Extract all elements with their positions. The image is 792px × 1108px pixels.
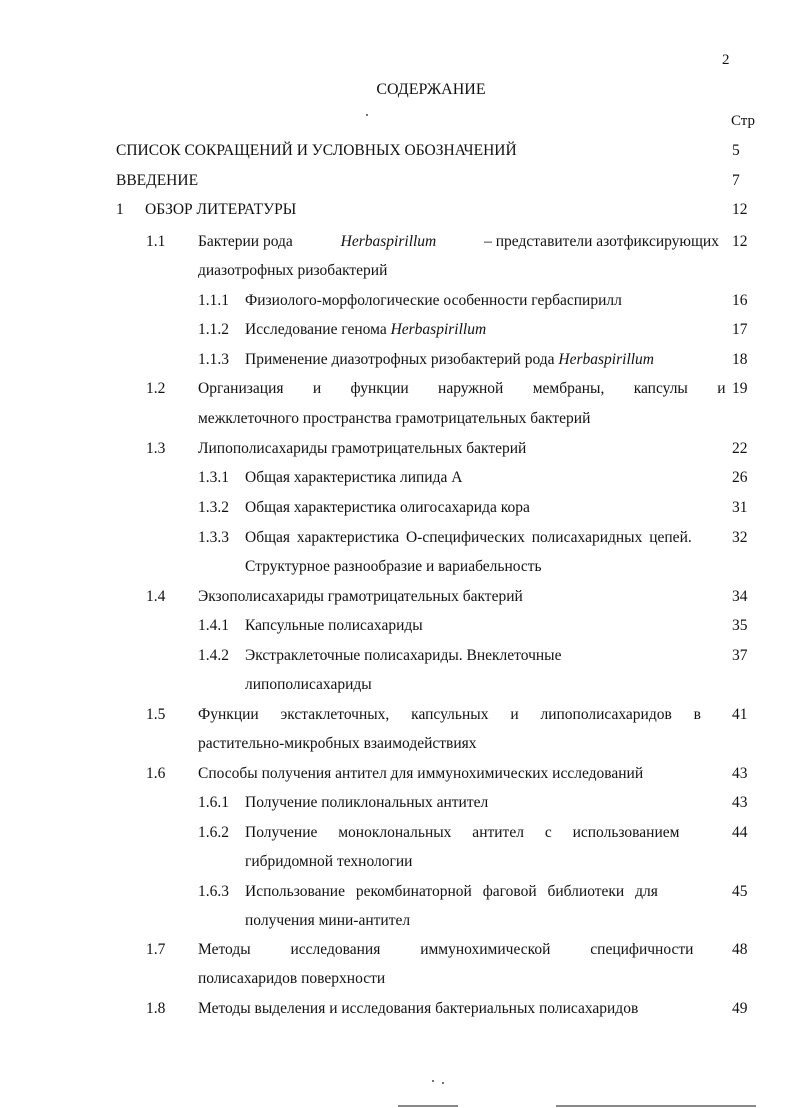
toc-entry-page: 43 bbox=[732, 794, 748, 811]
toc-entry-number: 1.4 bbox=[146, 588, 166, 605]
scan-edge-line bbox=[398, 1105, 458, 1107]
toc-entry-title bbox=[245, 345, 654, 375]
toc-entry-1-6-2-line2 bbox=[245, 847, 412, 877]
toc-entry-number: 1 bbox=[116, 201, 124, 218]
toc-title: СОДЕРЖАНИЕ bbox=[376, 81, 486, 98]
toc-entry-page: 22 bbox=[732, 440, 748, 457]
toc-entry-title-line2: получения мини-антител bbox=[245, 912, 411, 929]
toc-entry-1-2-line2 bbox=[198, 404, 590, 434]
toc-entry-page: 32 bbox=[732, 529, 748, 546]
toc-entry-page: 5 bbox=[732, 142, 740, 159]
toc-entry-title: Физиолого-морфологические особенности гербаспирилл bbox=[245, 292, 622, 309]
title-text: Применение диазотрофных ризобактерий рода bbox=[245, 351, 555, 368]
toc-entry-title: Способы получения антител для иммунохимических исследований bbox=[198, 765, 644, 782]
toc-entry-page: 18 bbox=[732, 351, 748, 368]
toc-entry-number: 1.6.1 bbox=[198, 794, 229, 811]
toc-entry-number: 1.7 bbox=[146, 941, 166, 958]
title-text: Исследование генома bbox=[245, 321, 387, 338]
scan-speck bbox=[432, 1080, 434, 1082]
toc-entry-page: 26 bbox=[732, 469, 748, 486]
toc-entry-page: 41 bbox=[732, 706, 748, 723]
toc-entry-page: 49 bbox=[732, 1000, 748, 1017]
scan-speck bbox=[442, 1082, 444, 1084]
toc-entry-title-line1: Использование рекомбинаторной фаговой библиотеки для bbox=[245, 883, 658, 900]
toc-entry-page: 7 bbox=[732, 172, 740, 189]
toc-entry-title: ВВЕДЕНИЕ bbox=[116, 172, 199, 189]
genus-name: Herbaspirillum bbox=[390, 321, 487, 338]
genus-name: Herbaspirillum bbox=[340, 233, 437, 250]
toc-entry-page: 37 bbox=[732, 647, 748, 664]
toc-entry-number: 1.2 bbox=[146, 380, 166, 397]
toc-entry-page: 44 bbox=[732, 824, 748, 841]
toc-entry-number: 1.4.1 bbox=[198, 617, 229, 634]
title-text: Бактерии рода bbox=[198, 233, 293, 250]
toc-entry-title-line1: Организация и функции наружной мембраны, капсулы и bbox=[198, 380, 726, 397]
scan-speck bbox=[366, 114, 368, 116]
scan-edge-line bbox=[556, 1105, 756, 1107]
toc-entry-title-line2: межклеточного пространства грамотрицательных бактерий bbox=[198, 410, 591, 427]
toc-entry-page: 17 bbox=[732, 321, 748, 338]
toc-entry-number: 1.3 bbox=[146, 440, 166, 457]
toc-entry-page: 35 bbox=[732, 617, 748, 634]
page-column-header: Стр bbox=[731, 113, 756, 129]
toc-entry-page: 12 bbox=[732, 201, 748, 218]
toc-entry-page: 31 bbox=[732, 499, 748, 516]
toc-entry-1-3-3-line2 bbox=[245, 552, 542, 582]
toc-entry-number: 1.3.3 bbox=[198, 529, 229, 546]
toc-entry-number: 1.3.2 bbox=[198, 499, 229, 516]
toc-entry-title: ОБЗОР ЛИТЕРАТУРЫ bbox=[145, 201, 297, 218]
toc-entry-number: 1.1.1 bbox=[198, 292, 229, 309]
toc-entry-title: Капсульные полисахариды bbox=[245, 617, 423, 634]
title-text: – представители азотфиксирующих bbox=[484, 233, 719, 250]
toc-entry-title-line1: Получение моноклональных антител с использованием bbox=[245, 824, 680, 841]
toc-entry-title: Экзополисахариды грамотрицательных бактерий bbox=[198, 588, 523, 605]
toc-entry-number: 1.1.3 bbox=[198, 351, 229, 368]
toc-entry-title: СПИСОК СОКРАЩЕНИЙ И УСЛОВНЫХ ОБОЗНАЧЕНИЙ bbox=[116, 142, 517, 159]
toc-entry-1-7-line2 bbox=[198, 964, 385, 994]
toc-entry-title-line2: диазотрофных ризобактерий bbox=[198, 262, 388, 279]
toc-entry-page: 48 bbox=[732, 941, 748, 958]
toc-entry-title: Липополисахариды грамотрицательных бактерий bbox=[198, 440, 527, 457]
toc-entry-page: 19 bbox=[732, 380, 748, 397]
toc-entry-title: Общая характеристика олигосахарида кора bbox=[245, 499, 530, 516]
toc-entry-number: 1.8 bbox=[146, 1000, 166, 1017]
toc-entry-title-line1: Методы исследования иммунохимической специфичности bbox=[198, 941, 694, 958]
page-number: 2 bbox=[722, 52, 730, 68]
toc-entry-title bbox=[245, 315, 486, 345]
toc-entry-page: 45 bbox=[732, 883, 748, 900]
toc-entry-title-line1: Общая характеристика О-специфических полисахаридных цепей. bbox=[245, 529, 692, 546]
toc-entry-number: 1.1 bbox=[146, 233, 166, 250]
toc-entry-page: 12 bbox=[732, 233, 748, 250]
toc-entry-number: 1.6.2 bbox=[198, 824, 229, 841]
toc-entry-number: 1.1.2 bbox=[198, 321, 229, 338]
toc-entry-title: Методы выделения и исследования бактериальных полисахаридов bbox=[198, 1000, 639, 1017]
toc-entry-title-line1 bbox=[198, 227, 719, 257]
toc-entry-number: 1.4.2 bbox=[198, 647, 229, 664]
toc-entry-1-5-line2 bbox=[198, 729, 477, 759]
toc-entry-number: 1.6.3 bbox=[198, 883, 229, 900]
toc-entry-number: 1.5 bbox=[146, 706, 166, 723]
toc-entry-title-line2: липополисахариды bbox=[245, 676, 372, 693]
toc-entry-number: 1.3.1 bbox=[198, 469, 229, 486]
toc-entry-title-line2: гибридомной технологии bbox=[245, 853, 413, 870]
toc-entry-number: 1.6 bbox=[146, 765, 166, 782]
genus-name: Herbaspirillum bbox=[558, 351, 654, 368]
toc-entry-title-line1: Экстраклеточные полисахариды. Внеклеточные bbox=[245, 647, 562, 664]
toc-entry-1-1-line2 bbox=[198, 256, 387, 286]
toc-entry-1-6-3-line2 bbox=[245, 906, 410, 936]
toc-entry-1-4-2-line2 bbox=[245, 670, 372, 700]
toc-entry-page: 16 bbox=[732, 292, 748, 309]
toc-entry-title-line2: растительно-микробных взаимодействиях bbox=[198, 735, 477, 752]
toc-entry-title: Получение поликлональных антител bbox=[245, 794, 489, 811]
toc-entry-title-line2: Структурное разнообразие и вариабельность bbox=[245, 558, 542, 575]
toc-entry-title: Общая характеристика липида А bbox=[245, 469, 463, 486]
toc-entry-page: 43 bbox=[732, 765, 748, 782]
toc-entry-page: 34 bbox=[732, 588, 748, 605]
toc-entry-title-line1: Функции экстаклеточных, капсульных и липополисахаридов в bbox=[198, 706, 701, 723]
toc-entry-title-line2: полисахаридов поверхности bbox=[198, 970, 386, 987]
